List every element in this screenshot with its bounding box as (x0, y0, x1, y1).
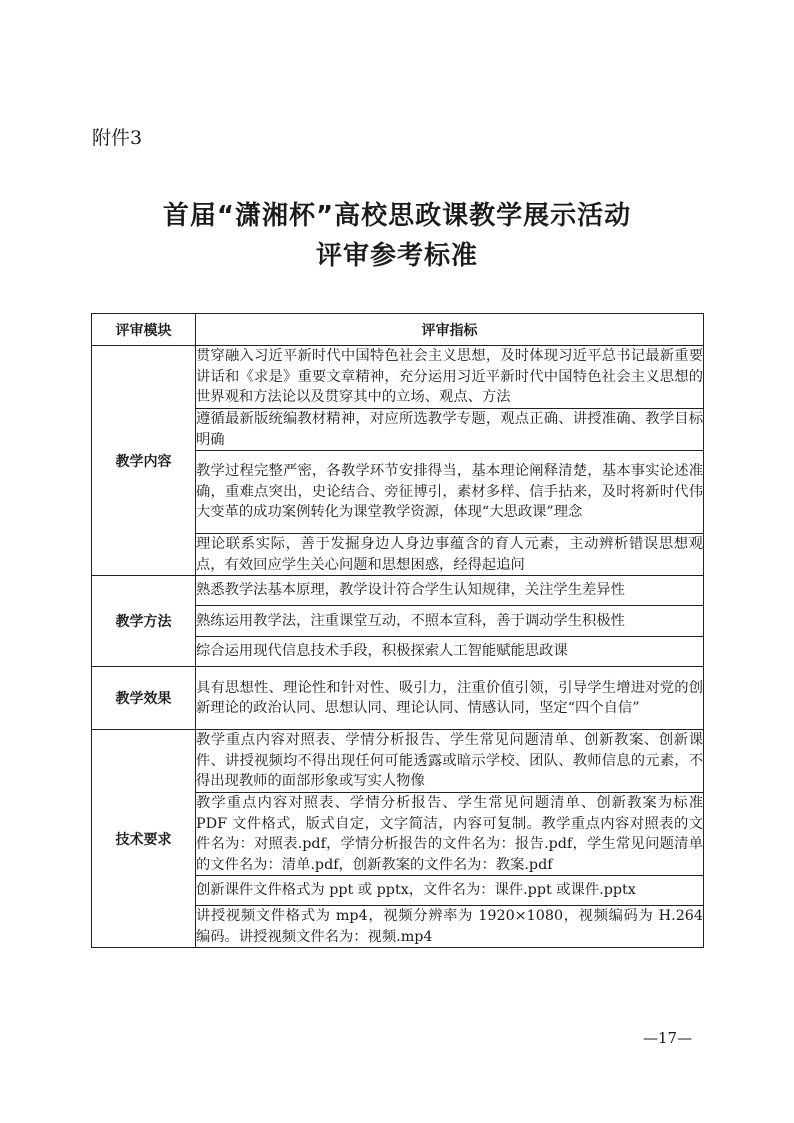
indicator-cell: 教学重点内容对照表、学情分析报告、学生常见问题清单、创新教案、创新课件、讲授视频均不得出现任何可能透露或暗示学校、团队、教师信息的元素，不得出现教师的面部形象或写实人物像 (196, 730, 704, 793)
table-row (92, 346, 704, 409)
table-header-row (92, 314, 704, 346)
indicator-cell: 综合运用现代信息技术手段，积极探索人工智能赋能思政课 (196, 637, 704, 667)
indicator-cell: 创新课件文件格式为 ppt 或 pptx，文件名为：课件.ppt 或课件.pptx (196, 876, 704, 906)
module-teaching-effect: 教学效果 (92, 667, 196, 730)
module-technical-requirements: 技术要求 (92, 730, 196, 948)
module-teaching-content: 教学内容 (92, 346, 196, 576)
indicator-cell: 熟练运用教学法，注重课堂互动，不照本宣科，善于调动学生积极性 (196, 606, 704, 637)
indicator-cell: 贯穿融入习近平新时代中国特色社会主义思想，及时体现习近平总书记最新重要讲话和《求是》重要文章精神，充分运用习近平新时代中国特色社会主义思想的世界观和方法论以及贯穿其中的立场、观点、方法 (196, 346, 704, 409)
indicator-cell: 熟悉教学法基本原理，教学设计符合学生认知规律，关注学生差异性 (196, 576, 704, 606)
header-indicator: 评审指标 (196, 314, 704, 346)
table-row (92, 667, 704, 730)
attachment-label: 附件3 (92, 127, 143, 149)
document-title-line2: 评审参考标准 (315, 241, 478, 271)
indicator-cell: 具有思想性、理论性和针对性、吸引力，注重价值引领，引导学生增进对党的创新理论的政治认同、思想认同、理论认同、情感认同，坚定“四个自信” (196, 667, 704, 730)
document-title-line1: 首届“潇湘杯”高校思政课教学展示活动 (162, 201, 632, 231)
module-teaching-method: 教学方法 (92, 576, 196, 667)
indicator-cell: 教学过程完整严密，各教学环节安排得当，基本理论阐释清楚，基本事实论述准确，重难点突出，史论结合、旁征博引，素材多样、信手拈来，及时将新时代伟大变革的成功案例转化为课堂教学资源，体现“大思政课”理念 (196, 451, 704, 534)
indicator-cell: 教学重点内容对照表、学情分析报告、学生常见问题清单、创新教案为标准 PDF 文件格式，版式自定，文字简洁，内容可复制。教学重点内容对照表的文件名为：对照表.pdf，学情分析报告的文件名为：报告.pdf，学生常见问题清单的文件名为：清单.pdf，创新教案的文件名为：教案.pdf (196, 793, 704, 876)
header-module: 评审模块 (92, 314, 196, 346)
table-row (92, 576, 704, 606)
table-row (92, 730, 704, 793)
page-number: —17— (643, 1029, 693, 1047)
indicator-cell: 遵循最新版统编教材精神，对应所选教学专题，观点正确、讲授准确、教学目标明确 (196, 409, 704, 451)
indicator-cell: 讲授视频文件格式为 mp4，视频分辨率为 1920×1080，视频编码为 H.264 编码。讲授视频文件名为：视频.mp4 (196, 906, 704, 948)
indicator-cell: 理论联系实际，善于发掘身边人身边事蕴含的育人元素，主动辨析错误思想观点，有效回应学生关心问题和思想困惑，经得起追问 (196, 534, 704, 576)
evaluation-criteria-table (91, 313, 704, 948)
